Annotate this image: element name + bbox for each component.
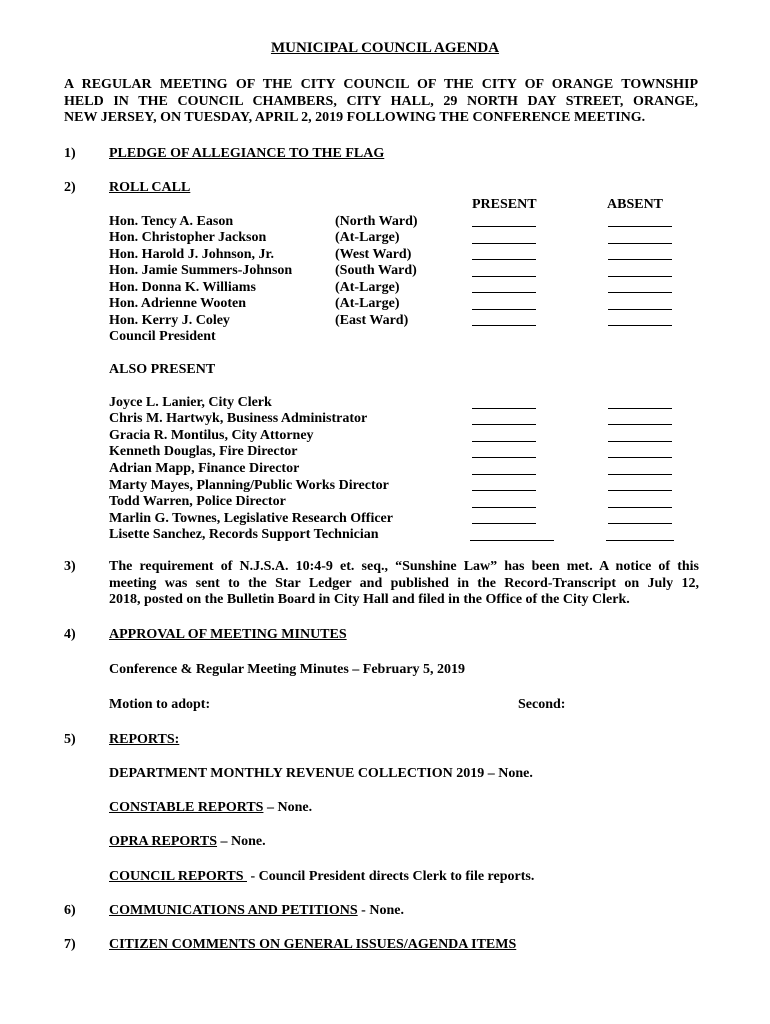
motion-label: Motion to adopt: — [109, 697, 211, 712]
official-name: Marty Mayes, Planning/Public Works Director — [109, 478, 389, 493]
member-ward: (North Ward) — [335, 214, 418, 229]
item-number: 7) — [64, 937, 76, 952]
item-heading-reports: REPORTS: — [109, 732, 180, 747]
present-line[interactable] — [472, 523, 536, 524]
absent-line[interactable] — [608, 309, 672, 310]
present-line[interactable] — [472, 408, 536, 409]
absent-line[interactable] — [606, 540, 674, 541]
official-name: Adrian Mapp, Finance Director — [109, 461, 300, 476]
absent-line[interactable] — [608, 243, 672, 244]
absent-line[interactable] — [608, 226, 672, 227]
sunshine-law-notice — [109, 559, 699, 609]
item-heading-communications: COMMUNICATIONS AND PETITIONS — [109, 903, 358, 918]
minutes-line: Conference & Regular Meeting Minutes – February 5, 2019 — [109, 662, 466, 677]
official-name: Gracia R. Montilus, City Attorney — [109, 428, 314, 443]
official-name: Joyce L. Lanier, City Clerk — [109, 395, 272, 410]
absent-line[interactable] — [608, 457, 672, 458]
intro-line: HELD IN THE COUNCIL CHAMBERS, CITY HALL, 29 NORTH DAY STREET, ORANGE, — [64, 93, 698, 109]
constable-heading: CONSTABLE REPORTS — [109, 800, 264, 815]
item-number: 6) — [64, 903, 76, 918]
absent-line[interactable] — [608, 490, 672, 491]
member-ward: (At-Large) — [335, 230, 400, 245]
present-line[interactable] — [472, 309, 536, 310]
member-name: Hon. Christopher Jackson — [109, 230, 267, 245]
absent-line[interactable] — [608, 292, 672, 293]
present-line[interactable] — [472, 441, 536, 442]
member-name: Hon. Kerry J. Coley — [109, 313, 230, 328]
absent-line[interactable] — [608, 259, 672, 260]
member-ward: (East Ward) — [335, 313, 409, 328]
item-heading-citizen-comments: CITIZEN COMMENTS ON GENERAL ISSUES/AGENDA ITEMS — [109, 937, 517, 952]
notice-line: The requirement of N.J.S.A. 10:4-9 et. seq., “Sunshine Law” has been met. A notice of this — [109, 559, 699, 574]
present-line[interactable] — [472, 226, 536, 227]
present-line[interactable] — [472, 276, 536, 277]
present-line[interactable] — [472, 507, 536, 508]
intro-line: A REGULAR MEETING OF THE CITY COUNCIL OF THE CITY OF ORANGE TOWNSHIP — [64, 77, 698, 92]
absent-line[interactable] — [608, 474, 672, 475]
council-heading: COUNCIL REPORTS — [109, 869, 247, 884]
present-line[interactable] — [472, 474, 536, 475]
notice-line: 2018, posted on the Bulletin Board in City Hall and filed in the Office of the City Clerk. — [109, 592, 630, 607]
present-line[interactable] — [472, 243, 536, 244]
opra-heading: OPRA REPORTS — [109, 834, 218, 849]
official-name: Chris M. Hartwyk, Business Administrator — [109, 411, 368, 426]
present-header: PRESENT — [472, 197, 537, 212]
item-number: 5) — [64, 732, 76, 747]
member-ward: (West Ward) — [335, 247, 412, 262]
official-name: Todd Warren, Police Director — [109, 494, 286, 509]
item-number: 3) — [64, 559, 76, 574]
item-heading-pledge: PLEDGE OF ALLEGIANCE TO THE FLAG — [109, 146, 385, 161]
official-name: Lisette Sanchez, Records Support Technician — [109, 527, 379, 542]
item-number: 1) — [64, 146, 76, 161]
official-name: Kenneth Douglas, Fire Director — [109, 444, 298, 459]
page-title: MUNICIPAL COUNCIL AGENDA — [270, 40, 500, 56]
opra-status: – None. — [217, 834, 266, 849]
absent-line[interactable] — [608, 424, 672, 425]
absent-line[interactable] — [608, 408, 672, 409]
present-line[interactable] — [472, 259, 536, 260]
intro-line: NEW JERSEY, ON TUESDAY, APRIL 2, 2019 FOLLOWING THE CONFERENCE MEETING. — [64, 110, 646, 125]
meeting-intro — [64, 77, 698, 127]
second-label: Second: — [518, 697, 566, 712]
member-ward: (At-Large) — [335, 280, 400, 295]
item-number: 4) — [64, 627, 76, 642]
item-heading-roll-call: ROLL CALL — [109, 180, 191, 195]
member-ward: (South Ward) — [335, 263, 417, 278]
present-line[interactable] — [472, 325, 536, 326]
present-line[interactable] — [472, 292, 536, 293]
communications-status: - None. — [357, 903, 404, 918]
absent-line[interactable] — [608, 441, 672, 442]
official-name: Marlin G. Townes, Legislative Research Officer — [109, 511, 393, 526]
council-report — [109, 869, 534, 886]
council-status: - Council President directs Clerk to file reports. — [246, 869, 535, 884]
revenue-report: DEPARTMENT MONTHLY REVENUE COLLECTION 2019 – None. — [109, 766, 533, 781]
absent-header: ABSENT — [607, 197, 664, 212]
present-line[interactable] — [472, 457, 536, 458]
item-heading-minutes: APPROVAL OF MEETING MINUTES — [109, 627, 347, 642]
absent-line[interactable] — [608, 325, 672, 326]
absent-line[interactable] — [608, 276, 672, 277]
also-present-label: ALSO PRESENT — [109, 362, 216, 377]
communications-item — [109, 903, 404, 920]
notice-line: meeting was sent to the Star Ledger and published in the Record-Transcript on July 12, — [109, 575, 699, 591]
item-number: 2) — [64, 180, 76, 195]
member-name: Hon. Donna K. Williams — [109, 280, 256, 295]
member-name: Hon. Jamie Summers-Johnson — [109, 263, 293, 278]
absent-line[interactable] — [608, 507, 672, 508]
present-line[interactable] — [470, 540, 554, 541]
present-line[interactable] — [472, 424, 536, 425]
member-ward: (At-Large) — [335, 296, 400, 311]
absent-line[interactable] — [608, 523, 672, 524]
member-name: Hon. Harold J. Johnson, Jr. — [109, 247, 274, 262]
member-name: Hon. Adrienne Wooten — [109, 296, 247, 311]
member-name: Hon. Tency A. Eason — [109, 214, 234, 229]
council-president-label: Council President — [109, 329, 216, 344]
constable-status: – None. — [263, 800, 313, 815]
constable-report — [109, 800, 312, 817]
present-line[interactable] — [472, 490, 536, 491]
opra-report — [109, 834, 266, 851]
